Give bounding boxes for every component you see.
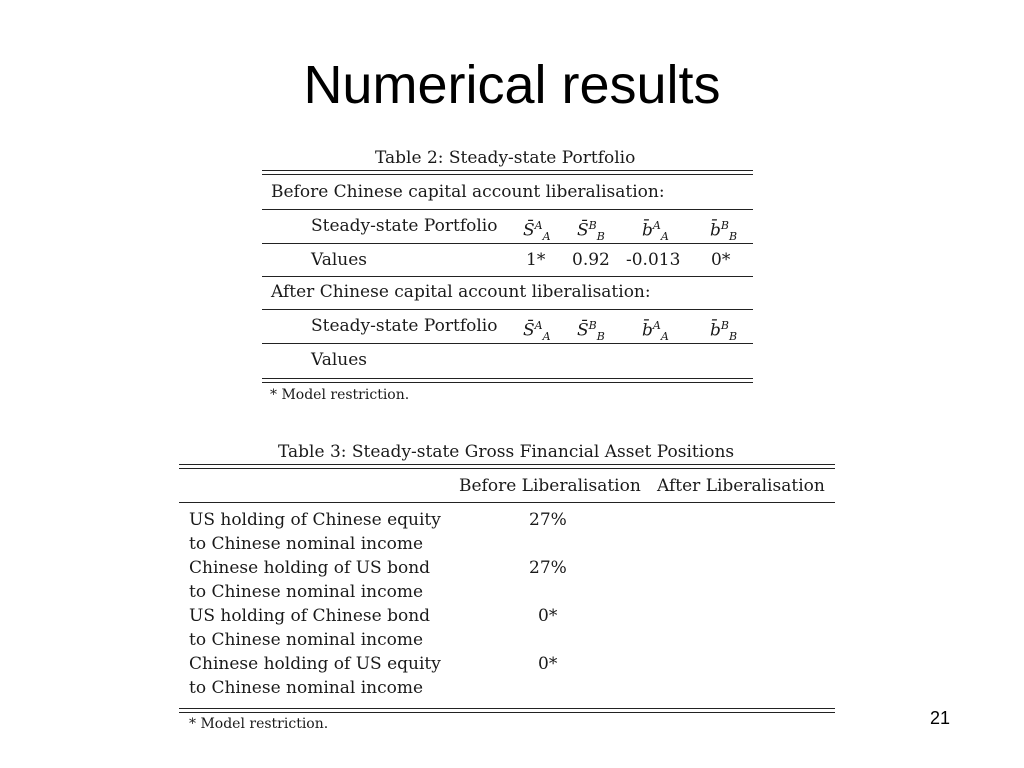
top-rule <box>179 464 835 465</box>
symbol-b-b: b̄$^B_B$ <box>710 319 738 344</box>
row-label-line-2: to Chinese nominal income <box>189 630 424 650</box>
row-label-line-2: to Chinese nominal income <box>189 678 424 698</box>
row-label-line-2: to Chinese nominal income <box>189 582 424 602</box>
row-label: Values <box>311 250 368 270</box>
value-cell: 0* <box>711 250 731 270</box>
symbol-s-a: S̄$^A_A$ <box>523 219 551 244</box>
column-header-after: After Liberalisation <box>657 476 825 496</box>
value-before: 0* <box>538 606 558 626</box>
symbol-b-a: b̄$^A_A$ <box>642 219 669 244</box>
symbol-s-b: S̄$^B_B$ <box>577 319 605 344</box>
row-divider <box>262 276 753 277</box>
row-label: Steady-state Portfolio <box>311 216 498 236</box>
section-header-before: Before Chinese capital account liberalisation: <box>271 182 665 202</box>
value-before: 27% <box>529 510 567 530</box>
value-cell: 1* <box>526 250 546 270</box>
row-divider <box>262 209 753 210</box>
value-cell: 0.92 <box>572 250 610 270</box>
row-divider <box>262 343 753 344</box>
value-before: 27% <box>529 558 567 578</box>
table-2-footnote: * Model restriction. <box>270 387 410 403</box>
bottom-rule <box>179 708 835 709</box>
row-label: Steady-state Portfolio <box>311 316 498 336</box>
top-rule <box>262 170 753 171</box>
row-label-line-1: US holding of Chinese bond <box>189 606 431 626</box>
bottom-rule <box>262 382 753 383</box>
value-before: 0* <box>538 654 558 674</box>
row-divider <box>262 243 753 244</box>
symbol-b-a: b̄$^A_A$ <box>642 319 669 344</box>
row-label-line-1: Chinese holding of US bond <box>189 558 431 578</box>
row-label-line-1: Chinese holding of US equity <box>189 654 441 674</box>
value-cell: -0.013 <box>626 250 681 270</box>
bottom-rule <box>179 712 835 713</box>
column-header-before: Before Liberalisation <box>459 476 641 496</box>
page-number: 21 <box>930 708 951 728</box>
top-rule <box>262 174 753 175</box>
top-rule <box>179 468 835 469</box>
row-divider <box>262 309 753 310</box>
section-header-after: After Chinese capital account liberalisation: <box>271 282 651 302</box>
table-2-caption: Table 2: Steady-state Portfolio <box>375 148 636 168</box>
slide-title: Numerical results <box>303 55 721 115</box>
symbol-s-a: S̄$^A_A$ <box>523 319 551 344</box>
bottom-rule <box>262 378 753 379</box>
row-label: Values <box>311 350 368 370</box>
row-label-line-2: to Chinese nominal income <box>189 534 424 554</box>
row-label-line-1: US holding of Chinese equity <box>189 510 441 530</box>
table-3-caption: Table 3: Steady-state Gross Financial Asset Positions <box>278 442 735 462</box>
symbol-s-b: S̄$^B_B$ <box>577 219 605 244</box>
header-rule <box>179 502 835 503</box>
symbol-b-b: b̄$^B_B$ <box>710 219 738 244</box>
table-3-footnote: * Model restriction. <box>189 716 329 732</box>
